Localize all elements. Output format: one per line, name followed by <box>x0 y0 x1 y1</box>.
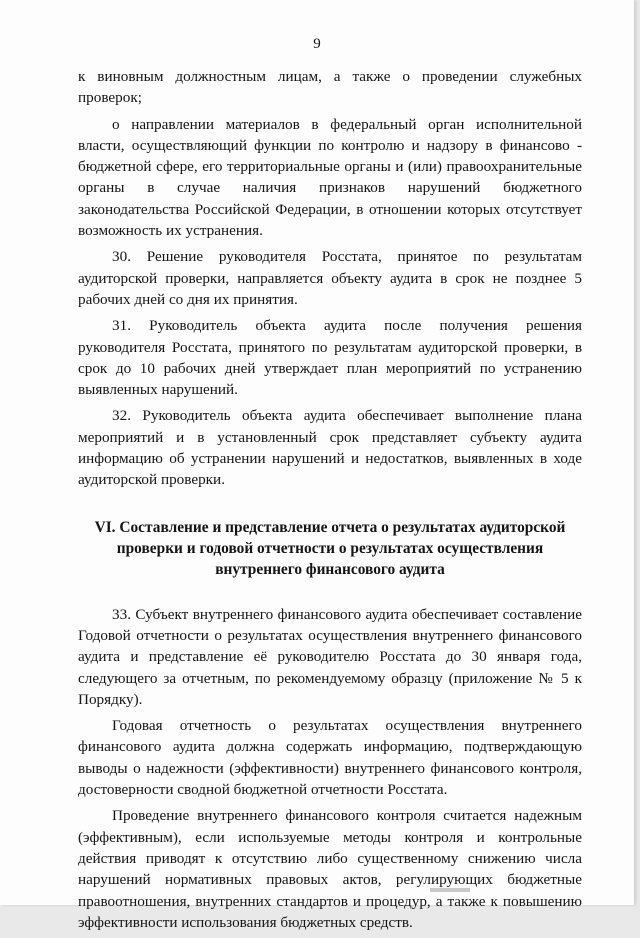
paragraph-31: 31. Руководитель объекта аудита после получения решения руководителя Росстата, принятого по результатам аудиторской проверки, в срок до 10 рабочих дней утверждает план мероприятий по устранению выявленных нарушений. <box>78 317 582 399</box>
paragraph-30: 30. Решение руководителя Росстата, принятое по результатам аудиторской проверки, направляется объекту аудита в срок не позднее 5 рабочих дней со дня их принятия. <box>78 248 582 308</box>
paragraph-33: 33. Субъект внутреннего финансового аудита обеспечивает составление Годовой отчетности о результатах осуществления внутреннего финансового аудита и представление её руководителю Росстата до 30 января года, следующего за отчетным, по рекомендуемому образцу (приложение № 5 к Порядку). <box>78 605 582 708</box>
heading-line: внутреннего финансового аудита <box>215 560 445 578</box>
paragraph-32: 32. Руководитель объекта аудита обеспечивает выполнение плана мероприятий и в установленный срок представляет субъекту аудита информацию об устранении нарушений и недостатков, выявленных в ходе аудиторской проверки. <box>78 407 582 489</box>
paragraph-annual-report: Годовая отчетность о результатах осуществления внутреннего финансового аудита должна содержать информацию, подтверждающую выводы о надежности (эффективности) внутреннего финансового контроля, достоверности сводной бюджетной отчетности Росстата. <box>78 717 582 799</box>
page-content <box>78 66 582 938</box>
scan-artifact <box>430 888 470 892</box>
section-heading-vi <box>78 517 582 580</box>
page-number: 9 <box>313 36 321 52</box>
paragraph-control-effectiveness: Проведение внутреннего финансового контроля считается надежным (эффективным), если используемые методы контроля и контрольные действия приводят к отсутствию либо существенному снижению числа нарушений нормативных правовых актов, регулирующих бюджетные правоотношения, внутренних стандартов и процедур, а также к повышению эффективности использования бюджетных средств. <box>78 807 582 931</box>
paragraph-continuation: к виновным должностным лицам, а также о проведении служебных проверок; <box>78 68 582 107</box>
heading-line: проверки и годовой отчетности о результатах осуществления <box>116 539 544 557</box>
paragraph-materials-direction: о направлении материалов в федеральный орган исполнительной власти, осуществляющий функции по контролю и надзору в финансово - бюджетной сфере, его территориальные органы и (или) правоохранительные органы в случае наличия признаков нарушений бюджетного законодательства Российской Федерации, в отношении которых отсутствует возможность их устранения. <box>78 115 582 240</box>
heading-line: VI. Составление и представление отчета о результатах аудиторской <box>94 518 566 536</box>
